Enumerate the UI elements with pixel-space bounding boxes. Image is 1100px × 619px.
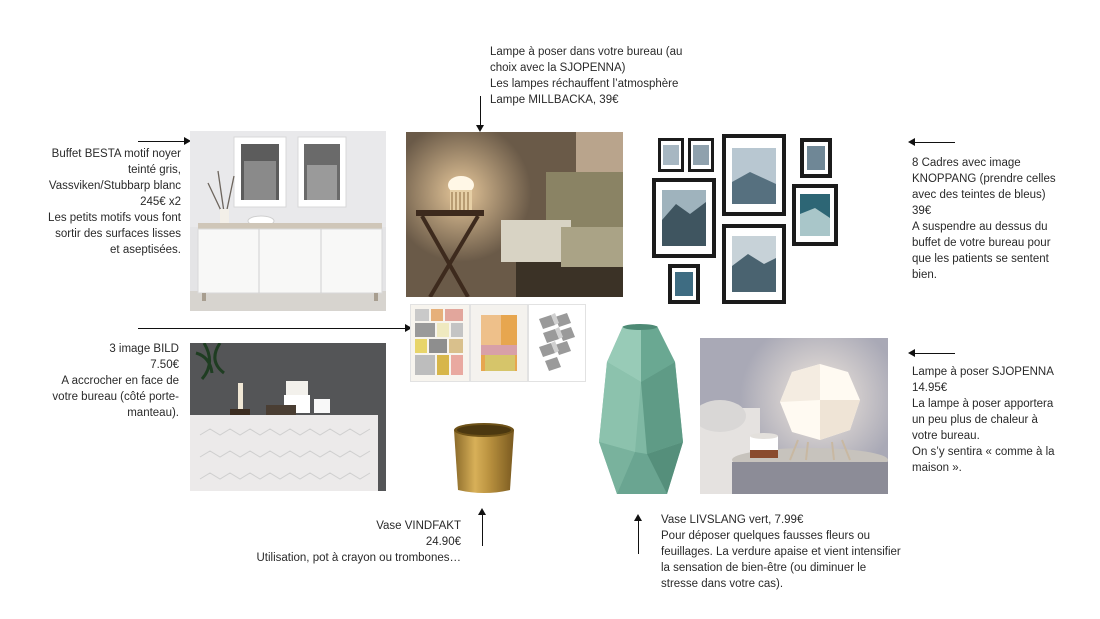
buffet-line: et aseptisées. [110, 244, 181, 256]
vase-vindfakt-photo [448, 420, 520, 496]
lamp-desk-line: Les lampes réchauffent l’atmosphère [490, 78, 679, 90]
livslang-line: Vase LIVSLANG vert, 7.99€ [661, 514, 804, 526]
sjopenna-line: 14.95€ [912, 382, 948, 394]
buffet-caption [20, 146, 181, 258]
buffet-line: Les petits motifs vous font [48, 212, 181, 224]
frames-line: buffet de votre bureau pour [912, 237, 1051, 249]
lamp-desk-line: choix avec la SJOPENNA) [490, 62, 626, 74]
bild-line: 7.50€ [150, 359, 179, 371]
frames-knoppang-photo [650, 130, 840, 306]
sjopenna-line: maison ». [912, 462, 962, 474]
livslang-caption [661, 512, 901, 592]
lamp-sjopenna-photo [700, 338, 888, 494]
bild-line: votre bureau (côté porte- [52, 391, 179, 403]
frames-line: avec des teintes de bleus) [912, 189, 1046, 201]
livslang-line: Pour déposer quelques fausses fleurs ou [661, 530, 871, 542]
buffet-line: 245€ x2 [140, 196, 181, 208]
lamp-desk-line: Lampe MILLBACKA, 39€ [490, 94, 619, 106]
bild-line: 3 image BILD [109, 343, 179, 355]
vindfakt-caption [200, 518, 461, 566]
lamp-desk-line: Lampe à poser dans votre bureau (au [490, 46, 683, 58]
buffet-line: teinté gris, [127, 164, 181, 176]
frames-line: 39€ [912, 205, 932, 217]
vindfakt-line: Utilisation, pot à crayon ou trombones… [256, 552, 461, 564]
sjopenna-line: votre bureau. [912, 430, 980, 442]
buffet-line: Vassviken/Stubbarp blanc [48, 180, 181, 192]
bild-line: manteau). [127, 407, 179, 419]
buffet-pattern-photo [190, 343, 386, 491]
sjopenna-line: La lampe à poser apportera [912, 398, 1054, 410]
livslang-line: stresse dans votre cas). [661, 578, 784, 590]
bild-print-abstract [470, 304, 528, 382]
bild-line: A accrocher en face de [61, 375, 179, 387]
sjopenna-line: On s’y sentira « comme à la [912, 446, 1055, 458]
bild-print-geometric [528, 304, 586, 382]
vindfakt-line: Vase VINDFAKT [376, 520, 461, 532]
bild-print-collage [410, 304, 470, 382]
buffet-besta-photo [190, 131, 386, 311]
frames-line: que les patients se sentent [912, 253, 1049, 265]
sjopenna-line: Lampe à poser SJOPENNA [912, 366, 1054, 378]
livslang-line: feuillages. La verdure apaise et vient intensifier [661, 546, 901, 558]
frames-line: bien. [912, 269, 937, 281]
livslang-line: la sensation de bien-être (ou diminuer le [661, 562, 867, 574]
frames-line: 8 Cadres avec image [912, 157, 1021, 169]
frames-line: KNOPPANG (prendre celles [912, 173, 1056, 185]
frames-caption [912, 155, 1056, 283]
frames-line: A suspendre au dessus du [912, 221, 1048, 233]
buffet-line: Buffet BESTA motif noyer [51, 148, 181, 160]
lamp-millbacka-photo [406, 132, 623, 297]
sjopenna-line: un peu plus de chaleur à [912, 414, 1038, 426]
sjopenna-caption [912, 364, 1055, 476]
bild-caption [20, 341, 179, 421]
lamp-desk-caption [490, 44, 682, 108]
vindfakt-line: 24.90€ [425, 536, 461, 548]
vase-livslang-photo [595, 322, 687, 500]
buffet-line: sortir des surfaces lisses [55, 228, 181, 240]
